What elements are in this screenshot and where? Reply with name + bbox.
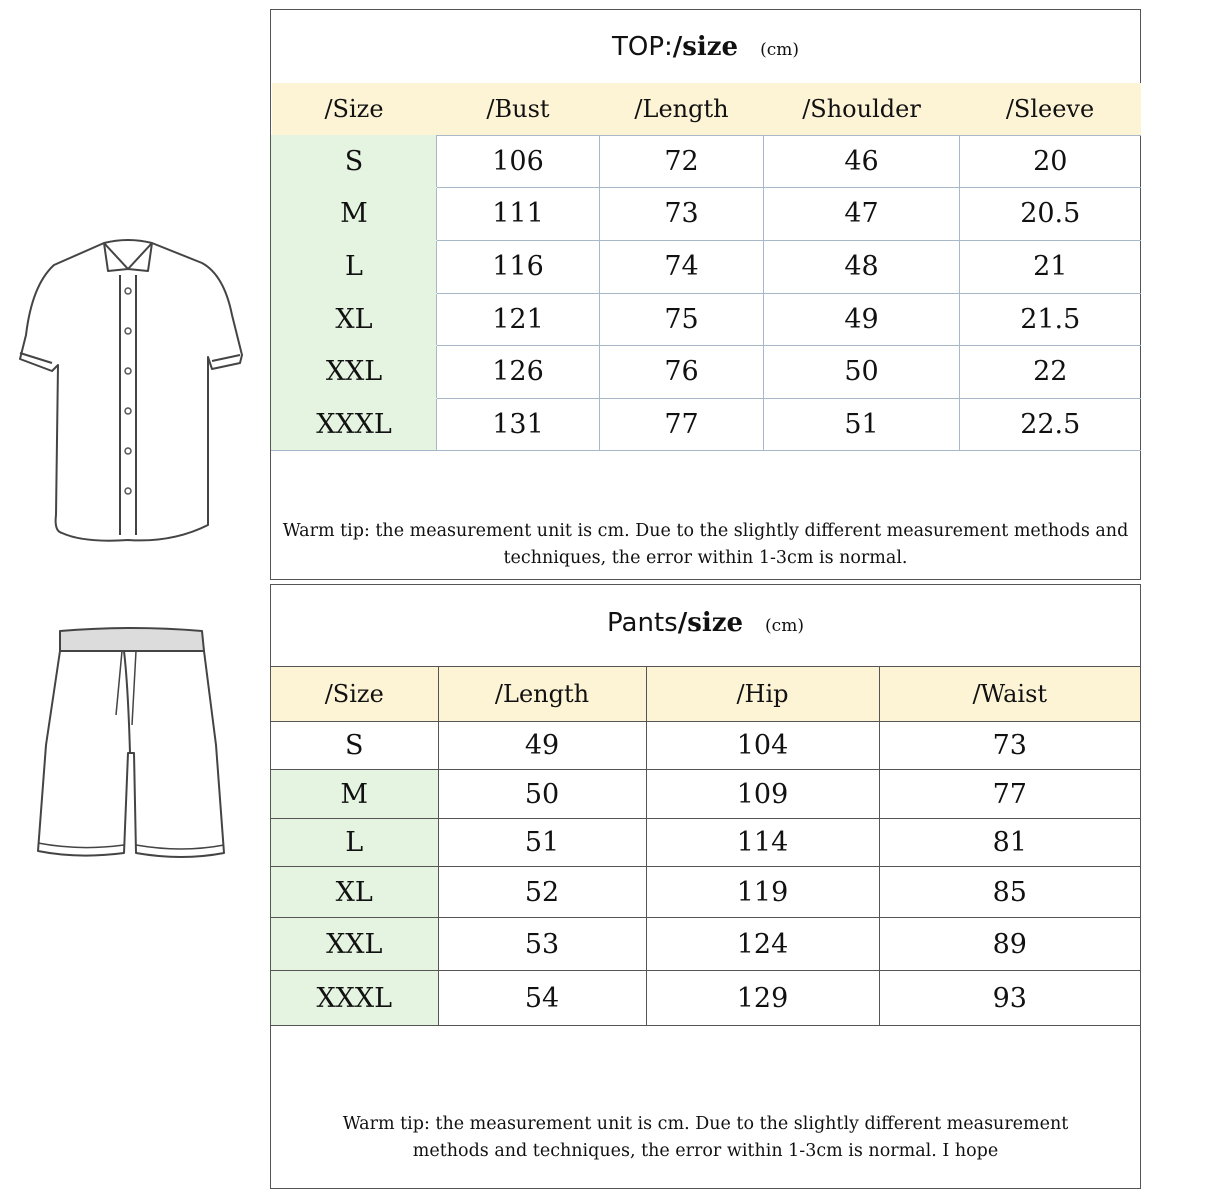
top-title-main: TOP:	[611, 32, 673, 62]
pants-header-hip: /Hip	[646, 667, 879, 722]
length-cell: 53	[438, 918, 646, 971]
hip-cell: 129	[646, 971, 879, 1026]
hip-cell: 119	[646, 867, 879, 918]
top-size-panel	[270, 9, 1141, 580]
size-cell: S	[272, 135, 437, 187]
length-cell: 52	[438, 867, 646, 918]
shorts-illustration	[32, 625, 230, 863]
waist-cell: 93	[879, 971, 1140, 1026]
sleeve-cell: 22	[960, 345, 1141, 398]
table-row	[271, 918, 1140, 971]
table-row	[272, 187, 1141, 240]
hip-cell: 124	[646, 918, 879, 971]
shoulder-cell: 51	[764, 398, 960, 450]
shoulder-cell: 46	[764, 135, 960, 187]
bust-cell: 116	[437, 240, 600, 293]
pants-title-unit: (cm)	[765, 616, 804, 636]
table-row	[271, 867, 1140, 918]
pants-header-row	[271, 667, 1140, 722]
top-header-sleeve: /Sleeve	[960, 83, 1141, 135]
waist-cell: 73	[879, 722, 1140, 770]
top-header-shoulder: /Shoulder	[764, 83, 960, 135]
shoulder-cell: 50	[764, 345, 960, 398]
top-title-unit: (cm)	[760, 40, 800, 60]
top-header-row	[272, 83, 1141, 135]
length-cell: 72	[600, 135, 764, 187]
sleeve-cell: 22.5	[960, 398, 1141, 450]
size-cell: L	[271, 819, 438, 867]
length-cell: 54	[438, 971, 646, 1026]
table-row	[271, 722, 1140, 770]
sleeve-cell: 20.5	[960, 187, 1141, 240]
table-row	[272, 240, 1141, 293]
pants-title-size: /size	[677, 608, 744, 638]
table-row	[272, 345, 1141, 398]
bust-cell: 106	[437, 135, 600, 187]
shirt-illustration	[12, 235, 244, 545]
top-header-bust: /Bust	[437, 83, 600, 135]
table-row	[272, 398, 1141, 450]
table-row	[272, 293, 1141, 345]
length-cell: 74	[600, 240, 764, 293]
size-cell: M	[271, 770, 438, 819]
length-cell: 75	[600, 293, 764, 345]
size-cell: L	[272, 240, 437, 293]
pants-panel-title	[271, 608, 1140, 638]
top-tip-line-2: techniques, the error within 1-3cm is normal.	[503, 548, 908, 568]
table-row	[271, 971, 1140, 1026]
pants-header-length: /Length	[438, 667, 646, 722]
bust-cell: 111	[437, 187, 600, 240]
top-size-table	[271, 83, 1141, 451]
length-cell: 50	[438, 770, 646, 819]
shoulder-cell: 47	[764, 187, 960, 240]
table-row	[271, 819, 1140, 867]
size-cell: XL	[272, 293, 437, 345]
hip-cell: 114	[646, 819, 879, 867]
length-cell: 73	[600, 187, 764, 240]
top-panel-title	[271, 32, 1140, 62]
top-header-size: /Size	[272, 83, 437, 135]
pants-tip-line-2: methods and techniques, the error within 1-3cm is normal. I hope	[412, 1141, 999, 1161]
sleeve-cell: 21.5	[960, 293, 1141, 345]
size-cell: M	[272, 187, 437, 240]
pants-header-waist: /Waist	[879, 667, 1140, 722]
waist-cell: 89	[879, 918, 1140, 971]
pants-warm-tip	[271, 1111, 1140, 1165]
top-header-length: /Length	[600, 83, 764, 135]
shoulder-cell: 49	[764, 293, 960, 345]
top-tip-line-1: Warm tip: the measurement unit is cm. Due to the slightly different measurement methods and	[282, 521, 1129, 541]
hip-cell: 104	[646, 722, 879, 770]
waist-cell: 85	[879, 867, 1140, 918]
bust-cell: 121	[437, 293, 600, 345]
bust-cell: 126	[437, 345, 600, 398]
shoulder-cell: 48	[764, 240, 960, 293]
pants-size-panel	[270, 584, 1141, 1189]
waist-cell: 77	[879, 770, 1140, 819]
sleeve-cell: 20	[960, 135, 1141, 187]
size-cell: XXXL	[272, 398, 437, 450]
bust-cell: 131	[437, 398, 600, 450]
pants-tip-line-1: Warm tip: the measurement unit is cm. Due to the slightly different measurement	[342, 1114, 1069, 1134]
top-title-size: /size	[672, 32, 739, 62]
table-row	[271, 770, 1140, 819]
pants-header-size: /Size	[271, 667, 438, 722]
size-cell: S	[271, 722, 438, 770]
length-cell: 76	[600, 345, 764, 398]
size-cell: XL	[271, 867, 438, 918]
length-cell: 49	[438, 722, 646, 770]
hip-cell: 109	[646, 770, 879, 819]
table-row	[272, 135, 1141, 187]
sleeve-cell: 21	[960, 240, 1141, 293]
size-cell: XXL	[271, 918, 438, 971]
waist-cell: 81	[879, 819, 1140, 867]
size-cell: XXXL	[271, 971, 438, 1026]
pants-title-main: Pants	[607, 608, 678, 638]
length-cell: 51	[438, 819, 646, 867]
pants-size-table	[271, 666, 1140, 1026]
top-warm-tip	[271, 518, 1140, 572]
length-cell: 77	[600, 398, 764, 450]
size-cell: XXL	[272, 345, 437, 398]
